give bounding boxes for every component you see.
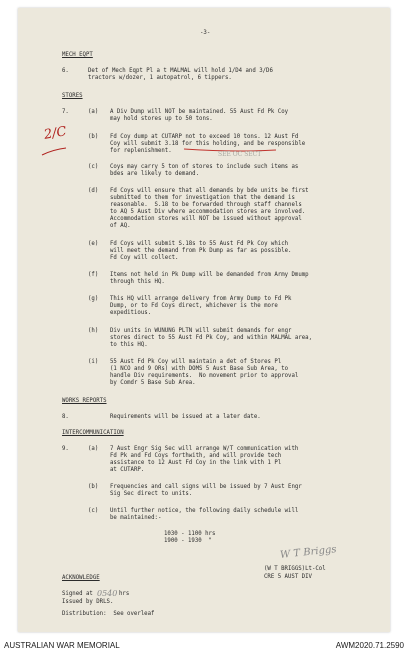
faint-stamp: SEE OC SECT (218, 151, 262, 158)
margin-underline (42, 148, 66, 155)
distribution: Distribution: See overleaf (62, 611, 155, 617)
para-line: Dump, or to Fd Coys direct, whichever is the more (110, 303, 278, 309)
document-page (18, 8, 390, 632)
para-label: (a) (88, 109, 99, 115)
para-label: (f) (88, 272, 99, 278)
para-label: (c) (88, 164, 99, 170)
page-number: -3- (200, 30, 211, 36)
signed-at-time-handwritten: 0540 (97, 589, 118, 598)
para-line: Sig Sec direct to units. (110, 491, 193, 497)
item-9-number: 9. (62, 446, 69, 452)
signatory-name: (W T BRIGGS)Lt-Col (264, 566, 326, 572)
para-label: (c) (88, 508, 99, 514)
signed-at-label: Signed at (62, 591, 93, 597)
para-line: expeditious. (110, 310, 152, 316)
signed-at-suffix: hrs (119, 591, 130, 597)
para-line: Coys may carry 5 ton of stores to include such items as (110, 164, 299, 170)
para-line: submitted to them for investigation that the demand is (110, 195, 295, 201)
item-8-number: 8. (62, 414, 69, 420)
footer-right: AWM2020.71.2590 (335, 641, 404, 650)
para-line: handle Div requirements. No movement prior to approval (110, 373, 299, 379)
para-line: A Div Dump will NOT be maintained. 55 Aust Fd Pk Coy (110, 109, 289, 115)
footer-left: AUSTRALIAN WAR MEMORIAL (4, 641, 120, 650)
para-line: Coy will submit 3.18 for this holding, and be responsible (110, 141, 306, 147)
para-line: by Comdr 5 Base Sub Area. (110, 380, 196, 386)
para-label: (b) (88, 484, 99, 490)
para-line: at CUTARP. (110, 467, 145, 473)
para-line: bdes are likely to demand. (110, 171, 200, 177)
para-label: (d) (88, 188, 99, 194)
para-line: Frequencies and call signs will be issued by 7 Aust Engr (110, 484, 302, 490)
para-line: assistance to 12 Aust Fd Coy in the link with 1 Pl (110, 460, 282, 466)
item-6-line: tractors w/dozer, 1 autopatrol, 6 tippers. (88, 75, 232, 81)
para-label: (e) (88, 241, 99, 247)
para-line: may hold stores up to 50 tons. (110, 116, 213, 122)
para-line: Fd Coy will collect. (110, 255, 179, 261)
para-line: Fd Coys will submit S.18s to 55 Aust Fd Pk Coy which (110, 241, 289, 247)
item-8-line: Requirements will be issued at a later date. (110, 414, 261, 420)
para-line: Accommodation stores will NOT be issued without approval (110, 216, 302, 222)
heading-intercommunication: INTERCOMMUNICATION (62, 430, 124, 436)
para-line: Fd Coys will ensure that all demands by bde units be first (110, 188, 309, 194)
para-line: for replenishment. (110, 148, 172, 154)
para-line: Fd Pk and Fd Coys forthwith, and will provide tech (110, 453, 282, 459)
para-line: to this HQ. (110, 342, 148, 348)
para-line: to AQ 5 Aust Div where accommodation stores are involved. (110, 209, 306, 215)
para-line: 7 Aust Engr Sig Sec will arrange W/T communication with (110, 446, 299, 452)
para-line: reasonable. S.18 to be forwarded through staff channels (110, 202, 302, 208)
para-line: will meet the demand from Pk Dump as far as possible. (110, 248, 292, 254)
issued-by: Issued by DRLS. (62, 599, 114, 605)
signatory-title: CRE 5 AUST DIV (264, 574, 312, 580)
schedule-line: 1900 - 1930 " (164, 538, 212, 544)
para-label: (h) (88, 328, 99, 334)
para-label: (a) (88, 446, 99, 452)
handwritten-signature: W T Briggs (279, 544, 337, 561)
heading-stores: STORES (62, 93, 83, 99)
para-line: through this HQ. (110, 279, 165, 285)
heading-works-reports: WORKS REPORTS (62, 398, 107, 404)
para-line: This HQ will arrange delivery from Army Dump to Fd Pk (110, 296, 292, 302)
para-line: be maintained:- (110, 515, 162, 521)
para-label: (g) (88, 296, 99, 302)
item-7-number: 7. (62, 109, 69, 115)
margin-note: 2/C (42, 124, 68, 143)
heading-mech-eqpt: MECH EQPT (62, 52, 93, 58)
para-line: 55 Aust Fd Pk Coy will maintain a det of Stores Pl (110, 359, 282, 365)
para-label: (b) (88, 134, 99, 140)
para-line: of AQ. (110, 223, 131, 229)
para-line: Div units in WUNUNG PLTN will submit demands for engr (110, 328, 292, 334)
item-6-line: Det of Mech Eqpt Pl a t MALMAL will hold 1/D4 and 3/D6 (88, 68, 273, 74)
para-line: Fd Coy dump at CUTARP not to exceed 10 tons. 12 Aust Fd (110, 134, 299, 140)
para-line: Until further notice, the following daily schedule will (110, 508, 299, 514)
para-line: Items not held in Pk Dump will be demanded from Army Dmump (110, 272, 309, 278)
para-line: stores direct to 55 Aust Fd Pk Coy, and within MALMAL area, (110, 335, 313, 341)
para-label: (i) (88, 359, 99, 365)
schedule-line: 1030 - 1100 hrs (164, 531, 216, 537)
para-line: (1 NCO and 9 ORs) with DOMS 5 Aust Base Sub Area, to (110, 366, 289, 372)
item-6-number: 6. (62, 68, 69, 74)
heading-acknowledge: ACKNOWLEDGE (62, 575, 100, 581)
